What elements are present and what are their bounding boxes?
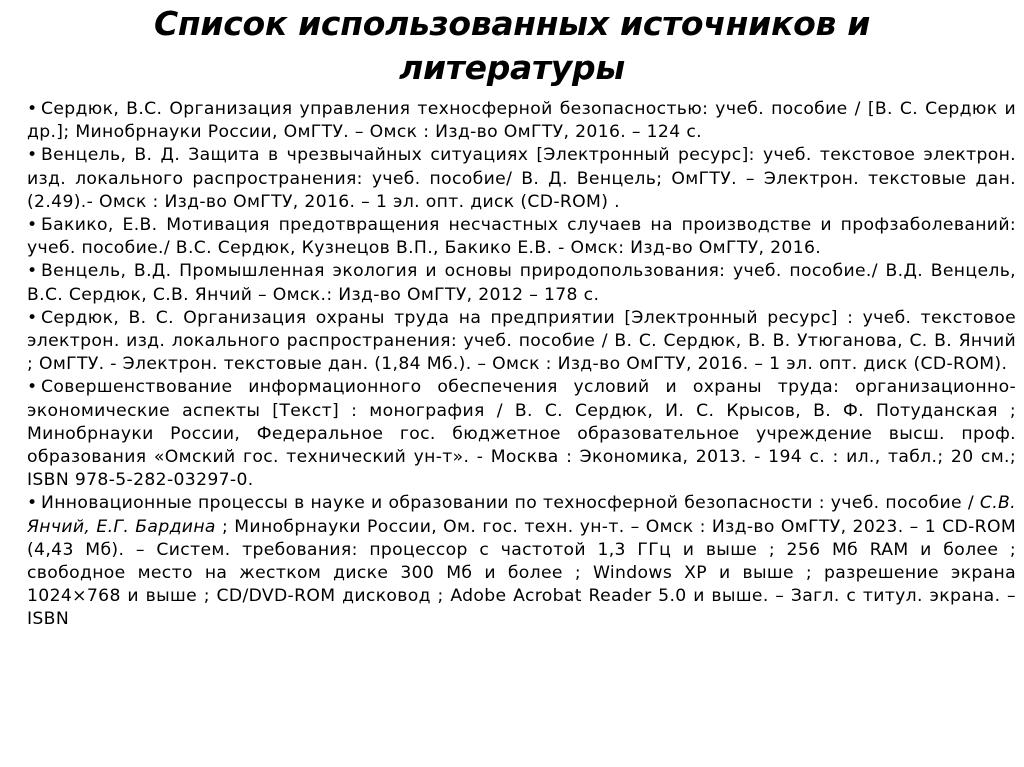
reference-text: Венцель, В.Д. Промышленная экология и основы природопользования: учеб. пособие./ В.Д. Венцель, В.С. Сердюк, С.В. Янчий – Омск.: Изд-во ОмГТУ, 2012 – 178 с. [27, 261, 1016, 305]
reference-item [27, 144, 1016, 214]
bullet-icon: • [27, 377, 38, 398]
reference-text: Совершенствование информационного обеспечения условий и охраны труда: организационно-экономические аспекты [Текст] : монография / В. С. Сердюк, И. С. Крысов, В. Ф. Потуданская ; Минобрнауки России, Федеральное гос. бюджетное образовательное учреждение высш. проф. образования «Омский гос. технический ун-т». - Москва : Экономика, 2013. - 194 с. : ил., табл.; 20 см.; ISBN 978-5-282-03297-0. [27, 377, 1016, 491]
slide-title: Список использованных источников и литературы [153, 4, 871, 87]
reference-text: Сердюк, В.С. Организация управления техносферной безопасностью: учеб. пособие / [В. С. Сердюк и др.]; Минобрнауки России, ОмГТУ. – Омск : Изд-во ОмГТУ, 2016. – 124 с. [27, 99, 1016, 143]
bullet-icon: • [27, 99, 38, 119]
reference-item [27, 492, 1016, 631]
bullet-icon: • [27, 493, 38, 514]
reference-item [27, 376, 1016, 492]
reference-text: Венцель, В. Д. Защита в чрезвычайных ситуациях [Электронный ресурс]: учеб. текстовое электрон. изд. локального распространения: учеб. пособие/ В. Д. Венцель; ОмГТУ. – Электрон. текстовые дан. (2.49).- Омск : Изд-во ОмГТУ, 2016. – 1 эл. опт. диск (CD-ROM) . [27, 145, 1016, 212]
bullet-icon: • [27, 215, 38, 236]
reference-item [27, 260, 1016, 306]
bullet-icon: • [27, 261, 38, 282]
reference-item [27, 214, 1016, 260]
reference-list [27, 98, 1016, 632]
reference-text: Бакико, Е.В. Мотивация предотвращения несчастных случаев на производстве и профзаболеваний: учеб. пособие./ В.С. Сердюк, Кузнецов В.П., Бакико Е.В. - Омск: Изд-во ОмГТУ, 2016. [27, 215, 1016, 259]
bullet-icon: • [27, 145, 38, 166]
reference-text: Инновационные процессы в науке и образовании по техносферной безопасности : учеб. пособие / [41, 493, 980, 514]
reference-item [27, 307, 1016, 377]
bullet-icon: • [27, 307, 38, 328]
reference-text: Сердюк, В. С. Организация охраны труда на предприятии [Электронный ресурс] : учеб. текстовое электрон. изд. локального распространения: учеб. пособие / В. С. Сердюк, В. В. Утюганова, С. В. Янчий ; ОмГТУ. - Электрон. текстовые дан. (1,84 Мб.). – Омск : Изд-во ОмГТУ, 2016. – 1 эл. опт. диск (CD-ROM). [27, 307, 1016, 375]
reference-text: ; Минобрнауки России, Ом. гос. техн. ун-т. – Омск : Изд-во ОмГТУ, 2023. – 1 CD-ROM (4,43 Мб). – Систем. требования: процессор с частотой 1,3 ГГц и выше ; 256 Мб RAM и более ; свободное место на жестком диске 300 Мб и более ; Windows XP и выше ; разрешение экрана 1024×768 и выше ; CD/DVD-ROM дисковод ; Adobe Acrobat Reader 5.0 и выше. – Загл. с титул. экрана. – ISBN [27, 516, 1017, 630]
reference-authors-italic: С.В. Янчий, Е.Г. Бардина [27, 493, 1016, 537]
reference-item [27, 98, 1016, 144]
